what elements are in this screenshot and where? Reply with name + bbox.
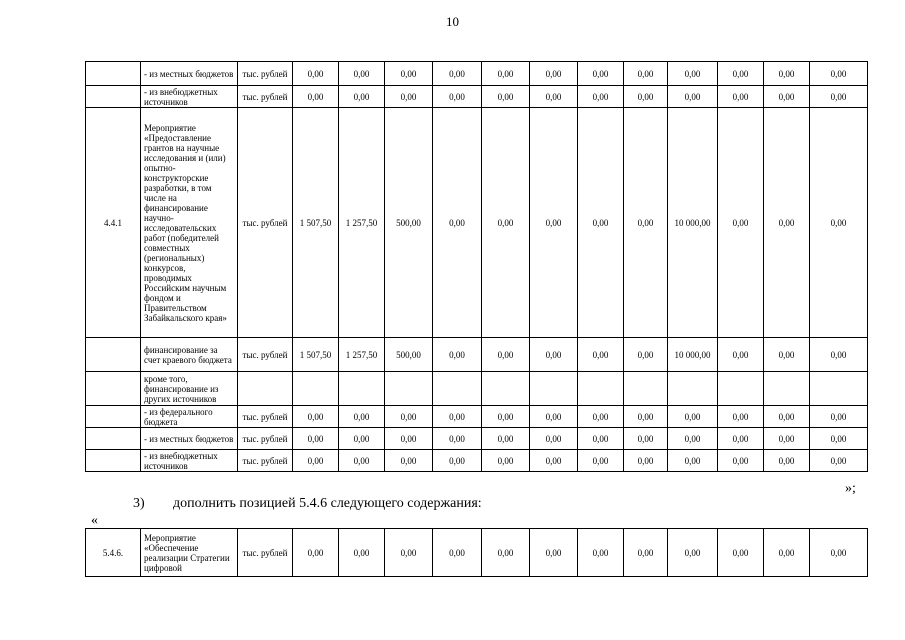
- value-cell: 0,00: [482, 406, 530, 428]
- value-cell: 0,00: [578, 108, 624, 338]
- value-cell: 0,00: [668, 86, 718, 108]
- value-cell: 10 000,00: [668, 338, 718, 372]
- value-cell: 0,00: [668, 428, 718, 450]
- value-cell: 0,00: [530, 406, 578, 428]
- value-cell: 0,00: [385, 450, 433, 472]
- unit-cell: [238, 372, 293, 406]
- value-cell: 0,00: [482, 62, 530, 86]
- unit-cell: тыс. рублей: [238, 338, 293, 372]
- value-cell: 0,00: [718, 529, 764, 577]
- value-cell: [624, 372, 668, 406]
- row-number-cell: [86, 86, 141, 108]
- row-name-cell: - из федерального бюджета: [141, 406, 238, 428]
- value-cell: 0,00: [433, 338, 482, 372]
- value-cell: 0,00: [385, 529, 433, 577]
- value-cell: 0,00: [530, 450, 578, 472]
- value-cell: 0,00: [385, 428, 433, 450]
- value-cell: [339, 372, 385, 406]
- value-cell: 0,00: [668, 62, 718, 86]
- value-cell: 0,00: [482, 86, 530, 108]
- row-number-cell: [86, 450, 141, 472]
- table-row: [86, 406, 868, 428]
- value-cell: 0,00: [718, 406, 764, 428]
- table-row: [86, 372, 868, 406]
- row-name-cell: - из внебюджетных источников: [141, 86, 238, 108]
- unit-cell: тыс. рублей: [238, 450, 293, 472]
- value-cell: 0,00: [293, 62, 339, 86]
- value-cell: 0,00: [668, 450, 718, 472]
- value-cell: 0,00: [578, 62, 624, 86]
- value-cell: 0,00: [810, 338, 868, 372]
- value-cell: 500,00: [385, 108, 433, 338]
- value-cell: 0,00: [530, 428, 578, 450]
- value-cell: 0,00: [764, 529, 810, 577]
- value-cell: 0,00: [433, 406, 482, 428]
- value-cell: 0,00: [764, 86, 810, 108]
- row-name-cell: - из внебюджетных источников: [141, 450, 238, 472]
- value-cell: 0,00: [578, 406, 624, 428]
- value-cell: 0,00: [718, 450, 764, 472]
- value-cell: 0,00: [718, 338, 764, 372]
- value-cell: 0,00: [810, 108, 868, 338]
- value-cell: 0,00: [810, 428, 868, 450]
- value-cell: 0,00: [433, 428, 482, 450]
- value-cell: [668, 372, 718, 406]
- row-number-cell: [86, 338, 141, 372]
- value-cell: 500,00: [385, 338, 433, 372]
- value-cell: 0,00: [433, 450, 482, 472]
- unit-cell: тыс. рублей: [238, 406, 293, 428]
- value-cell: 0,00: [624, 406, 668, 428]
- value-cell: [810, 372, 868, 406]
- value-cell: 0,00: [668, 529, 718, 577]
- opening-quote: «: [91, 513, 98, 528]
- value-cell: 0,00: [339, 86, 385, 108]
- row-name-cell: - из местных бюджетов: [141, 428, 238, 450]
- page-number: 10: [446, 14, 459, 29]
- value-cell: 0,00: [482, 428, 530, 450]
- value-cell: 0,00: [764, 428, 810, 450]
- value-cell: 0,00: [578, 529, 624, 577]
- table-row: [86, 86, 868, 108]
- value-cell: 0,00: [624, 108, 668, 338]
- value-cell: 0,00: [433, 62, 482, 86]
- value-cell: 0,00: [293, 428, 339, 450]
- value-cell: 0,00: [293, 86, 339, 108]
- value-cell: 0,00: [433, 86, 482, 108]
- value-cell: 0,00: [624, 450, 668, 472]
- value-cell: 1 507,50: [293, 338, 339, 372]
- value-cell: 0,00: [385, 86, 433, 108]
- value-cell: 0,00: [810, 529, 868, 577]
- value-cell: [578, 372, 624, 406]
- closing-quote: »;: [845, 481, 856, 496]
- value-cell: 0,00: [530, 338, 578, 372]
- row-name-cell: - из местных бюджетов: [141, 62, 238, 86]
- value-cell: 0,00: [293, 450, 339, 472]
- value-cell: [293, 372, 339, 406]
- value-cell: 0,00: [293, 406, 339, 428]
- value-cell: 0,00: [339, 529, 385, 577]
- value-cell: 0,00: [764, 450, 810, 472]
- row-number-cell: [86, 428, 141, 450]
- value-cell: 0,00: [339, 406, 385, 428]
- value-cell: 0,00: [624, 338, 668, 372]
- value-cell: 0,00: [482, 338, 530, 372]
- value-cell: 0,00: [624, 529, 668, 577]
- value-cell: [482, 372, 530, 406]
- value-cell: [764, 372, 810, 406]
- value-cell: 1 257,50: [339, 338, 385, 372]
- value-cell: 0,00: [530, 108, 578, 338]
- value-cell: 0,00: [810, 86, 868, 108]
- unit-cell: тыс. рублей: [238, 62, 293, 86]
- value-cell: 0,00: [764, 338, 810, 372]
- table-row: [86, 428, 868, 450]
- value-cell: [385, 372, 433, 406]
- clause-text: дополнить позицией 5.4.6 следующего содержания:: [173, 496, 482, 511]
- value-cell: 0,00: [764, 108, 810, 338]
- row-name-cell: Мероприятие «Обеспечение реализации Стратегии цифровой: [141, 529, 238, 577]
- clause-number: 3): [133, 496, 145, 511]
- row-number-cell: [86, 372, 141, 406]
- value-cell: 0,00: [578, 450, 624, 472]
- row-name-cell: Мероприятие «Предоставление грантов на научные исследования и (или) опытно-конструкторские разработки, в том числе на финансирование научно-исследовательских работ (победителей совместных (региональных) конкурсов, проводимых Российским научным фондом и Правительством Забайкальского края»: [141, 108, 238, 338]
- row-number-cell: [86, 62, 141, 86]
- unit-cell: тыс. рублей: [238, 428, 293, 450]
- value-cell: 0,00: [578, 338, 624, 372]
- value-cell: 0,00: [718, 62, 764, 86]
- table-row: [86, 529, 868, 577]
- value-cell: 1 257,50: [339, 108, 385, 338]
- value-cell: 0,00: [530, 529, 578, 577]
- table-row: [86, 108, 868, 338]
- value-cell: 0,00: [530, 86, 578, 108]
- value-cell: 0,00: [578, 86, 624, 108]
- value-cell: 0,00: [718, 108, 764, 338]
- value-cell: 0,00: [482, 108, 530, 338]
- value-cell: 10 000,00: [668, 108, 718, 338]
- value-cell: 0,00: [668, 406, 718, 428]
- value-cell: 1 507,50: [293, 108, 339, 338]
- value-cell: 0,00: [385, 406, 433, 428]
- value-cell: 0,00: [482, 529, 530, 577]
- table-row: [86, 450, 868, 472]
- amendment-clause: [133, 496, 482, 512]
- value-cell: [530, 372, 578, 406]
- row-number-cell: [86, 406, 141, 428]
- value-cell: 0,00: [530, 62, 578, 86]
- value-cell: 0,00: [810, 406, 868, 428]
- unit-cell: тыс. рублей: [238, 108, 293, 338]
- value-cell: 0,00: [718, 86, 764, 108]
- value-cell: 0,00: [433, 529, 482, 577]
- value-cell: 0,00: [339, 62, 385, 86]
- budget-table-continued: [85, 61, 868, 472]
- value-cell: 0,00: [293, 529, 339, 577]
- value-cell: 0,00: [578, 428, 624, 450]
- row-name-cell: кроме того, финансирование из других источников: [141, 372, 238, 406]
- row-number-cell: 5.4.6.: [86, 529, 141, 577]
- unit-cell: тыс. рублей: [238, 529, 293, 577]
- value-cell: 0,00: [339, 428, 385, 450]
- value-cell: 0,00: [764, 62, 810, 86]
- value-cell: 0,00: [624, 62, 668, 86]
- value-cell: 0,00: [339, 450, 385, 472]
- table-row: [86, 62, 868, 86]
- value-cell: 0,00: [385, 62, 433, 86]
- value-cell: 0,00: [764, 406, 810, 428]
- value-cell: [718, 372, 764, 406]
- value-cell: 0,00: [433, 108, 482, 338]
- value-cell: 0,00: [718, 428, 764, 450]
- unit-cell: тыс. рублей: [238, 86, 293, 108]
- row-name-cell: финансирование за счет краевого бюджета: [141, 338, 238, 372]
- value-cell: 0,00: [624, 86, 668, 108]
- row-number-cell: 4.4.1: [86, 108, 141, 338]
- value-cell: [433, 372, 482, 406]
- value-cell: 0,00: [482, 450, 530, 472]
- value-cell: 0,00: [810, 450, 868, 472]
- budget-table-new-position: [85, 528, 868, 577]
- value-cell: 0,00: [810, 62, 868, 86]
- value-cell: 0,00: [624, 428, 668, 450]
- table-row: [86, 338, 868, 372]
